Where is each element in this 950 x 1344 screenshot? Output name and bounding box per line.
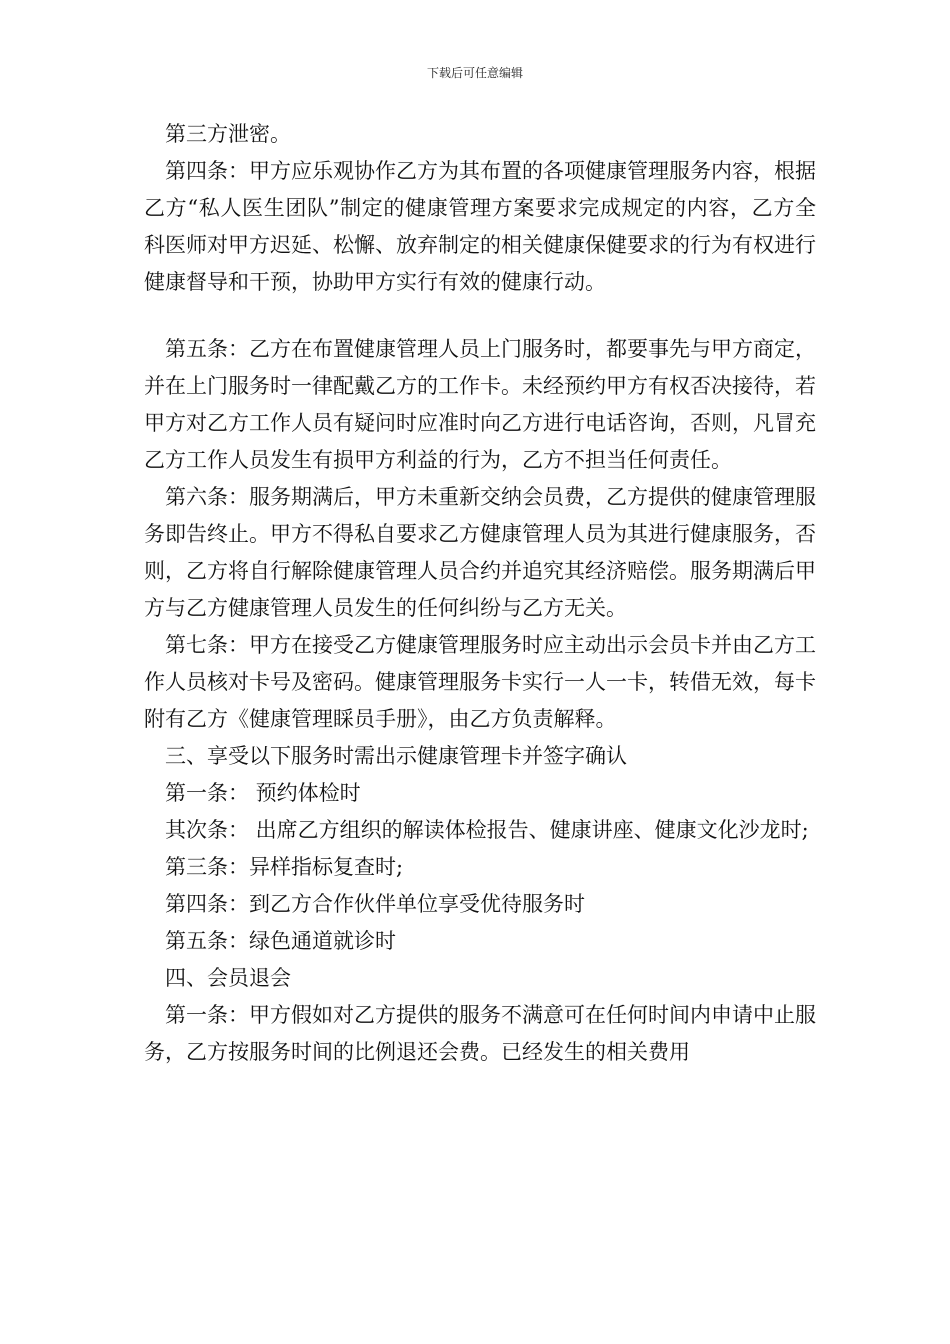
paragraph-withdrawal-1: 第一条：甲方假如对乙方提供的服务不满意可在任何时间内申请中止服务，乙方按服务时间的比例退还会费。已经发生的相关费用 bbox=[144, 1003, 816, 1064]
paragraph-article-4: 第四条：甲方应乐观协作乙方为其布置的各项健康管理服务内容，根据乙方“私人医生团队”制定的健康管理方案要求完成规定的内容，乙方全科医师对甲方迟延、松懈、放弃制定的相关健康保健要求的行为有权进行健康督导和干预，协助甲方实行有效的健康行动。 bbox=[144, 159, 816, 294]
paragraph-item-4: 第四条：到乙方合作伙伴单位享受优待服务时 bbox=[165, 892, 585, 916]
paragraph-third-party-leak: 第三方泄密。 bbox=[165, 122, 291, 146]
paragraph-item-3: 第三条：异样指标复查时; bbox=[165, 855, 404, 879]
paragraph-article-7: 第七条：甲方在接受乙方健康管理服务时应主动出示会员卡并由乙方工作人员核对卡号及密码。健康管理服务卡实行一人一卡，转借无效，每卡附有乙方《健康管理睬员手册》，由乙方负责解释。 bbox=[144, 633, 816, 731]
paragraph-item-1: 第一条： 预约体检时 bbox=[165, 781, 361, 805]
paragraph-article-6: 第六条：服务期满后，甲方未重新交纳会员费，乙方提供的健康管理服务即告终止。甲方不得私自要求乙方健康管理人员为其进行健康服务，否则，乙方将自行解除健康管理人员合约并追究其经济赔偿。服务期满后甲方与乙方健康管理人员发生的任何纠纷与乙方无关。 bbox=[144, 485, 816, 620]
paragraph-item-2: 其次条： 出席乙方组织的解读体检报告、健康讲座、健康文化沙龙时; bbox=[165, 818, 809, 842]
paragraph-item-5: 第五条：绿色通道就诊时 bbox=[165, 929, 396, 953]
document-body bbox=[144, 116, 816, 1071]
section-heading-4: 四、会员退会 bbox=[165, 966, 291, 990]
section-heading-3: 三、享受以下服务时需出示健康管理卡并签字确认 bbox=[165, 744, 627, 768]
page-header: 下载后可任意编辑 bbox=[426, 66, 523, 80]
paragraph-article-5: 第五条：乙方在布置健康管理人员上门服务时，都要事先与甲方商定，并在上门服务时一律配戴乙方的工作卡。未经预约甲方有权否决接待，若甲方对乙方工作人员有疑问时应准时向乙方进行电话咨询，否则，凡冒充乙方工作人员发生有损甲方利益的行为，乙方不担当任何责任。 bbox=[144, 337, 816, 472]
paragraph-spacer bbox=[144, 301, 816, 331]
